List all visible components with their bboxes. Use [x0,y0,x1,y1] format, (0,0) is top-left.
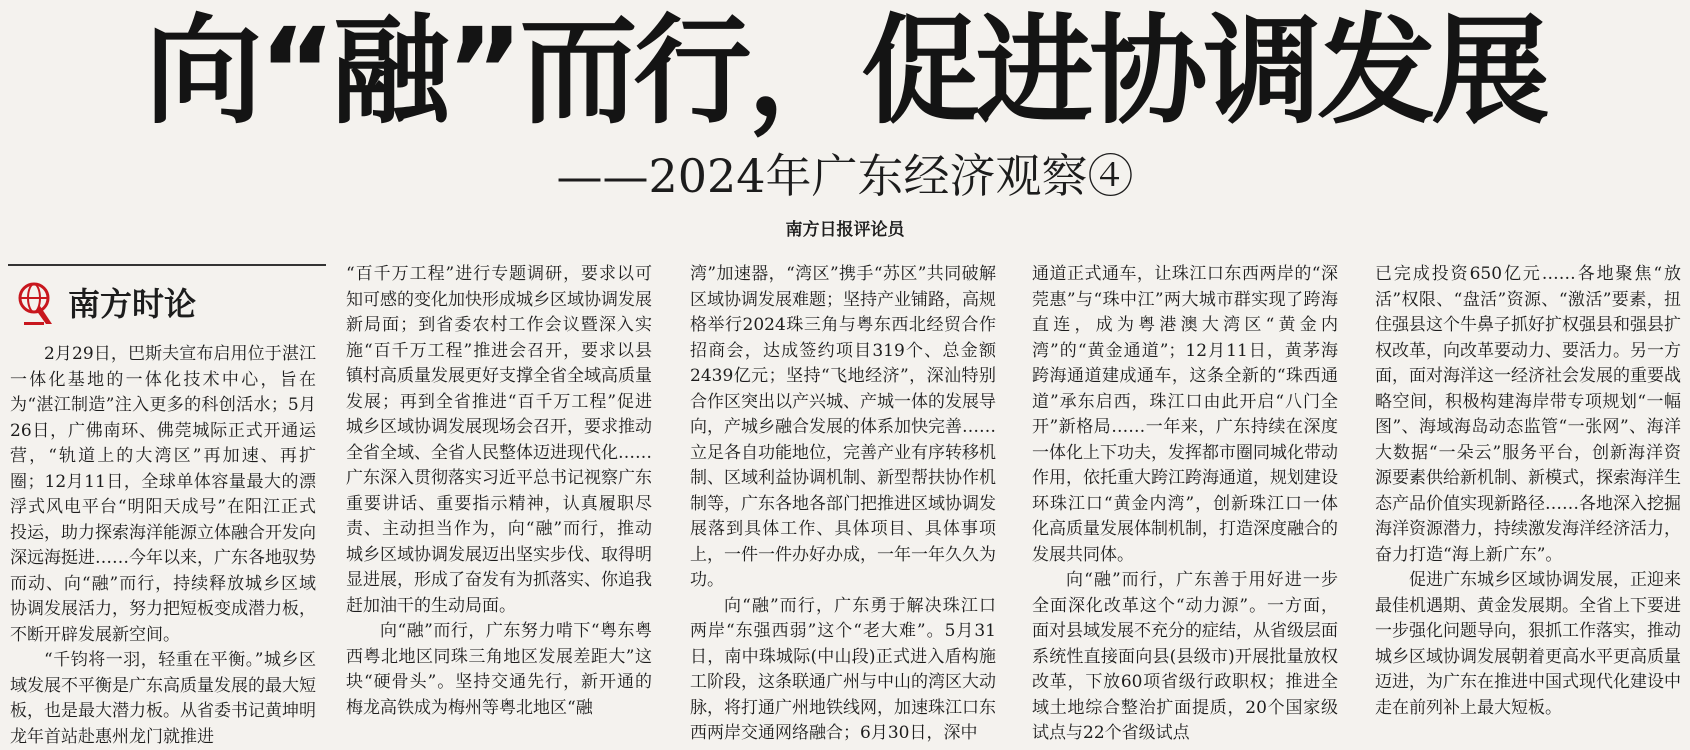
article-column-1 [10,342,316,747]
article-column-5 [1375,262,1681,732]
article-column-3 [690,262,996,743]
column-top-rule [8,264,326,266]
paragraph: 促进广东城乡区域协调发展，正迎来最佳机遇期、黄金发展期。全省上下要进一步强化问题导向，狠抓工作落实，推动城乡区域协调发展朝着更高水平更高质量迈进，为广东在推进中国式现代化建设中走在前列补上最大短板。 [1375,570,1681,718]
paragraph: “千钧将一羽，轻重在平衡。”城乡区域发展不平衡是广东高质量发展的最大短板，也是最大潜力板。从省委书记黄坤明龙年首站赴惠州龙门就推进 [10,650,316,747]
paragraph: 湾”加速器，“湾区”携手“苏区”共同破解区域协调发展难题；坚持产业铺路，高规格举行2024珠三角与粤东西北经贸合作招商会，达成签约项目319个、总金额2439亿元；坚持“飞地经济”，深汕特别合作区突出以产兴城、产城一体的发展导向，产城乡融合发展的体系加快完善……立足各自功能地位，完善产业有序转移机制、区域利益协调机制、新型帮扶协作机制等，广东各地各部门把推进区域协调发展落到具体工作、具体项目、具体事项上，一件一件办好办成，一年一年久久为功。 [690,264,996,590]
paragraph: 向“融”而行，广东勇于解决珠江口两岸“东强西弱”这个“老大难”。5月31日，南中珠城际(中山段)正式进入盾构施工阶段，这条联通广州与中山的湾区大动脉，将打通广州地铁线网，加速珠江口东西两岸交通网络融合；6月30日，深中 [690,595,996,743]
paragraph: 通道正式通车，让珠江口东西两岸的“深莞惠”与“珠中江”两大城市群实现了跨海直连，成为粤港澳大湾区“黄金内湾”的“黄金通道”；12月11日，黄茅海跨海通道建成通车，这条全新的“珠西通道”承东启西，珠江口由此开启“八门全开”新格局……一年来，广东持续在深度一体化上下功夫，发挥都市圈同城化带动作用，依托重大跨江跨海通道，规划建设环珠江口“黄金内湾”，创新珠江口一体化高质量发展体制机制，打造深度融合的发展共同体。 [1032,264,1338,565]
paragraph: 2月29日，巴斯夫宣布启用位于湛江一体化基地的一体化技术中心，旨在为“湛江制造”注入更多的科创活水；5月26日，广佛南环、佛莞城际正式开通运营，“轨道上的大湾区”再加速、再扩圈；12月11日，全球单体容量最大的漂浮式风电平台“明阳天成号”在阳江正式投运，助力探索海洋能源立体融合开发向深远海挺进……今年以来，广东各地驭势而动、向“融”而行，持续释放城乡区域协调发展活力，努力把短板变成潜力板，不断开辟发展新空间。 [10,344,316,645]
article-column-4 [1032,262,1338,743]
red-globe-pen-icon [14,280,58,328]
byline: 南方日报评论员 [785,220,905,240]
paragraph: 向“融”而行，广东努力啃下“粤东粤西粤北地区同珠三角地区发展差距大”这块“硬骨头”。坚持交通先行，新开通的梅龙高铁成为梅州等粤北地区“融 [346,621,652,718]
subtitle: ——2024年广东经济观察④ [556,149,1134,203]
article-column-2 [346,262,652,732]
paragraph: 已完成投资650亿元……各地聚焦“放活”权限、“盘活”资源、“激活”要素，扭住强县这个牛鼻子抓好扩权强县和强县扩权改革，向改革要动力、要活力。另一方面，面对海洋这一经济社会发展的重要战略空间，积极构建海岸带专项规划“一幅图”、海域海岛动态监管“一张网”、海洋大数据“一朵云”服务平台，创新海洋资源要素供给新机制、新模式，探索海洋生态产品价值实现新路径……各地深入挖掘海洋资源潜力，持续激发海洋经济活力，奋力打造“海上新广东”。 [1375,264,1681,565]
headline: 向“融”而行，促进协调发展 [144,2,1546,140]
paragraph: “百千万工程”进行专题调研，要求以可知可感的变化加快形成城乡区域协调发展新局面；到省委农村工作会议暨深入实施“百千万工程”推进会召开，要求以县镇村高质量发展更好支撑全省全域高质量发展；再到全省推进“百千万工程”促进城乡区域协调发展现场会召开，要求推动全省全域、全省人民整体迈进现代化……广东深入贯彻落实习近平总书记视察广东重要讲话、重要指示精神，认真履职尽责、主动担当作为，向“融”而行，推动城乡区域协调发展迈出坚实步伐、取得明显进展，形成了奋发有为抓落实、你追我赶加油干的生动局面。 [346,264,652,616]
paragraph: 向“融”而行，广东善于用好进一步全面深化改革这个“动力源”。一方面，面对县域发展不充分的症结，从省级层面系统性直接面向县(县级市)开展批量放权改革，下放60项省级行政职权；推进全域土地综合整治扩面提质，20个国家级试点与22个省级试点 [1032,570,1338,743]
column-name: 南方时论 [68,285,197,323]
